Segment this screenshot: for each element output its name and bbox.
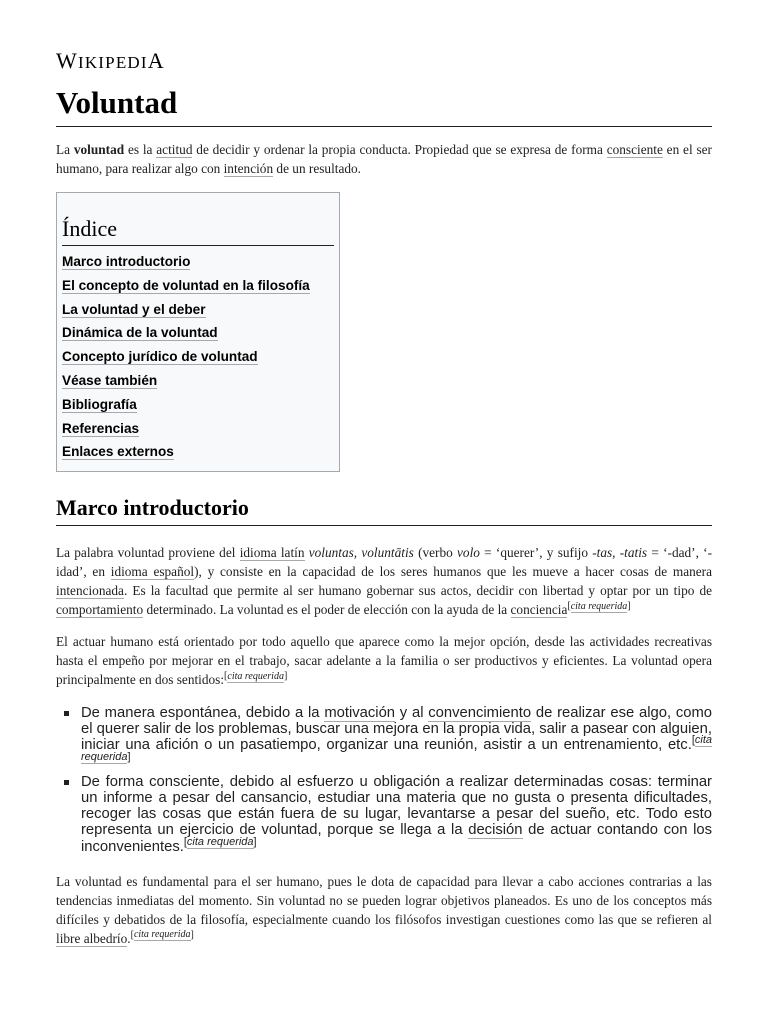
lead-bold-term: voluntad: [73, 142, 125, 157]
citation-needed[interactable]: [cita requerida]: [567, 600, 631, 612]
link-comportamiento[interactable]: comportamiento: [56, 602, 144, 617]
wikipedia-logo[interactable]: WIKIPEDIA: [56, 48, 165, 73]
citation-needed[interactable]: [cita requerida]: [183, 835, 257, 848]
toc-item[interactable]: Bibliografía: [62, 396, 137, 412]
toc-item[interactable]: Enlaces externos: [62, 444, 174, 460]
citation-needed[interactable]: [cita requerida]: [224, 670, 288, 682]
link-idioma-espanol[interactable]: idioma español: [110, 564, 195, 579]
link-conciencia[interactable]: conciencia: [510, 602, 568, 617]
article-page: [56, 0, 712, 948]
paragraph-actuar: El actuar humano está orientado por todo aquello que aparece como la mejor opción, desde las actividades recreativas hasta el empeño por mejorar en el trabajo, sacar adelante a la familia o ser productivos y eficientes. La voluntad opera principalmente en dos sentidos:[cita requerida]: [56, 634, 712, 687]
toc-item[interactable]: La voluntad y el deber: [62, 301, 206, 317]
paragraph-etymology: La palabra voluntad proviene del idioma latín voluntas, voluntātis (verbo volo = ‘querer’, y sufijo -tas, -tatis = ‘-dad’, ‘-idad’, en idioma español), y consiste en la capacidad de los seres humanos que les mueve a hacer cosas de manera intencionada. Es la facultad que permite al ser humano gobernar sus actos, decidir con libertad y optar por un tipo de comportamiento determinado. La voluntad es el poder de elección con la ayuda de la conciencia[cita requerida]: [56, 545, 712, 617]
paragraph-fundamental: La voluntad es fundamental para el ser humano, pues le dota de capacidad para llevar a cabo acciones contrarias a las tendencias inmediatas del momento. Sin voluntad no se pueden lograr objetivos planeados. Es uno de los conceptos más difíciles y debatidos de la filosofía, especialmente cuando los filósofos investigan cuestiones como las que se refieren al libre albedrío.[cita requerida]: [56, 873, 712, 946]
toc-title: Índice: [62, 215, 334, 246]
citation-needed[interactable]: [cita requerida]: [130, 929, 194, 941]
link-intencion[interactable]: intención: [223, 161, 274, 176]
link-libre-albedrio[interactable]: libre albedrío: [56, 930, 128, 946]
link-motivacion[interactable]: motivación: [324, 705, 396, 721]
toc-item[interactable]: Concepto jurídico de voluntad: [62, 349, 258, 365]
link-convencimiento[interactable]: convencimiento: [428, 705, 532, 721]
toc-item[interactable]: Marco introductorio: [62, 254, 191, 269]
lead-paragraph: La voluntad es la actitud de decidir y ordenar la propia conducta. Propiedad que se expresa de forma consciente en el ser humano, para realizar algo con intención de un resultado.: [56, 142, 712, 176]
list-item: De manera espontánea, debido a la motivación y al convencimiento de realizar ese algo, como el querer salir de los problemas, buscar una mejora en la propia vida, salir a pasear con alguien, iniciar una afición o un pasatiempo, organizar una reunión, asistir a un entrenamiento, etc.[cita requerida]: [56, 705, 712, 770]
link-decision[interactable]: decisión: [468, 822, 523, 839]
page-title: Voluntad: [56, 84, 712, 127]
link-idioma-latin[interactable]: idioma latín: [239, 545, 305, 560]
toc-list: [62, 250, 334, 464]
section-heading: Marco introductorio: [56, 494, 712, 526]
bullet-list: [56, 705, 712, 855]
citation-needed[interactable]: [cita requerida]: [81, 734, 712, 763]
link-actitud[interactable]: actitud: [156, 142, 193, 157]
toc-item[interactable]: Véase también: [62, 372, 158, 388]
link-consciente[interactable]: consciente: [606, 142, 663, 157]
list-item: De forma consciente, debido al esfuerzo u obligación a realizar determinadas cosas: terminar un informe a pesar del cansancio, estudiar una materia que no gusta o presenta dificultades, recoger las cosas que están fuera de su lugar, levantarse a pesar del sueño, etc. Todo esto representa un ejercicio de voluntad, porque se llega a la decisión de actuar contando con los inconvenientes.[cita requerida]: [56, 774, 712, 855]
table-of-contents: [56, 192, 340, 472]
toc-item[interactable]: El concepto de voluntad en la filosofía: [62, 277, 310, 293]
toc-item[interactable]: Dinámica de la voluntad: [62, 325, 218, 341]
toc-item[interactable]: Referencias: [62, 420, 140, 436]
link-intencionada[interactable]: intencionada: [56, 583, 124, 598]
